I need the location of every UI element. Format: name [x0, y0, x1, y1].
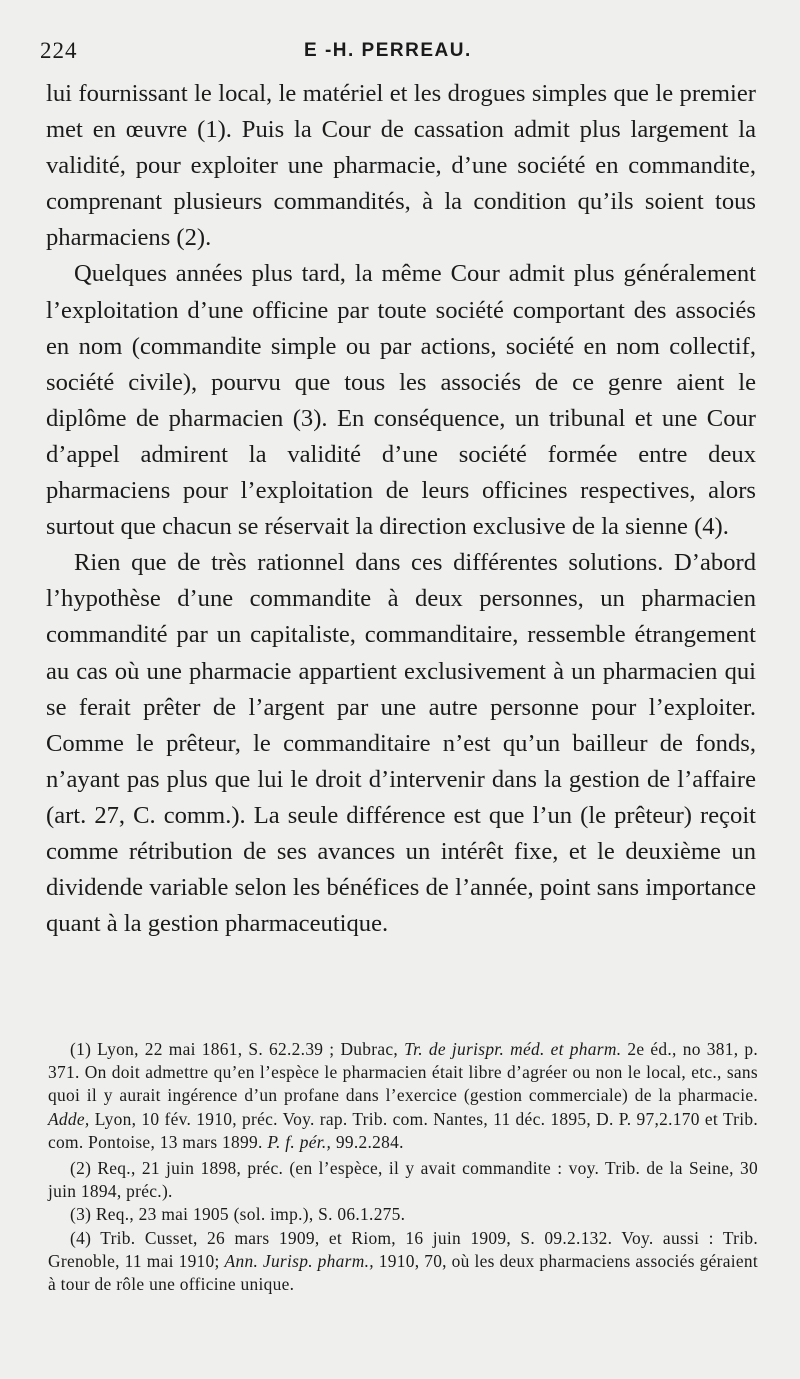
- footnote-1-text-g: 99.2.284.: [335, 1131, 404, 1152]
- paragraph-2: Quelques années plus tard, la même Cour admit plus généralement l’exploitation d’une officine par toute société comportant des associés en nom (commandite simple ou par actions, société en nom collectif, société civile), pourvu que tous les associés de ce genre aient le diplôme de pharmacien (3). En conséquence, un tribunal et une Cour d’appel admirent la validité d’une société formée entre deux pharmaciens pour l’exploitation de leurs officines respectives, alors surtout que chacun se réservait la direction exclusive de la sienne (4).: [46, 260, 756, 541]
- footnote-2: (2) Req., 21 juin 1898, préc. (en l’espèce, il y avait commandite : voy. Trib. de la Seine, 30 juin 1894, préc.).: [48, 1158, 758, 1202]
- footnote-1-text-c: 2e éd., no 381, p. 371. On doit admettre qu’en l’espèce le pharmacien était libre d’agréer ou non le local, etc., sans quoi il y aurait ingérence d’un profane dans l’exercice (gestion commerciale) de la pharmacie.: [48, 1039, 758, 1106]
- footnote-4: [48, 1227, 758, 1297]
- footnotes: [48, 1038, 758, 1296]
- footnote-4-italic-title: Ann. Jurisp. pharm.,: [224, 1250, 374, 1271]
- page-number: 224: [40, 38, 78, 63]
- footnote-3: (3) Req., 23 mai 1905 (sol. imp.), S. 06.1.275.: [70, 1204, 406, 1225]
- footnote-4-text-c: 1910, 70, où les deux pharmaciens associés géraient à tour de rôle une officine unique.: [48, 1250, 758, 1295]
- running-title: E -H. PERREAU.: [304, 40, 472, 61]
- footnote-1-italic-title: Tr. de jurispr. méd. et pharm.: [404, 1039, 622, 1059]
- footnote-1-italic-pfper: P. f. pér.,: [267, 1131, 332, 1152]
- footnote-1-text-a: (1) Lyon, 22 mai 1861, S. 62.2.39 ; Dubrac,: [70, 1039, 399, 1059]
- paragraph-3: Rien que de très rationnel dans ces différentes solutions. D’abord l’hypothèse d’une commandite à deux personnes, un pharmacien commandité par un capitaliste, commanditaire, ressemble étrangement au cas où une pharmacie appartient exclusivement à un pharmacien qui se ferait prêter de l’argent par une autre personne pour l’exploiter. Comme le prêteur, le commanditaire n’est qu’un bailleur de fonds, n’ayant pas plus que lui le droit d’intervenir dans la gestion de l’affaire (art. 27, C. comm.). La seule différence est que l’un (le prêteur) reçoit comme rétribution de ses avances un intérêt fixe, et le deuxième un dividende variable selon les bénéfices de l’année, point sans importance quant à la gestion pharmaceutique.: [46, 549, 756, 938]
- footnote-1-italic-adde: Adde,: [48, 1108, 90, 1129]
- paragraph-1: lui fournissant le local, le matériel et les drogues simples que le premier met en œuvre (1). Puis la Cour de cassation admit plus largement la validité, pour exploiter une pharmacie, d’une société en commandite, comprenant plusieurs commandités, à la condition qu’ils soient tous pharmaciens (2).: [46, 80, 756, 252]
- footnote-1-text-e: Lyon, 10 fév. 1910, préc. Voy. rap. Trib. com. Nantes, 11 déc. 1895, D. P. 97,2.170 et Trib. com. Pontoise, 13 mars 1899.: [48, 1108, 759, 1152]
- footnote-4-text-a: (4) Trib. Cusset, 26 mars 1909, et Riom, 16 juin 1909, S. 09.2.132. Voy. aussi : Trib. Grenoble, 11 mai 1910;: [48, 1227, 758, 1271]
- running-header: [40, 38, 760, 68]
- footnote-1: [48, 1038, 758, 1154]
- main-text: [46, 76, 756, 942]
